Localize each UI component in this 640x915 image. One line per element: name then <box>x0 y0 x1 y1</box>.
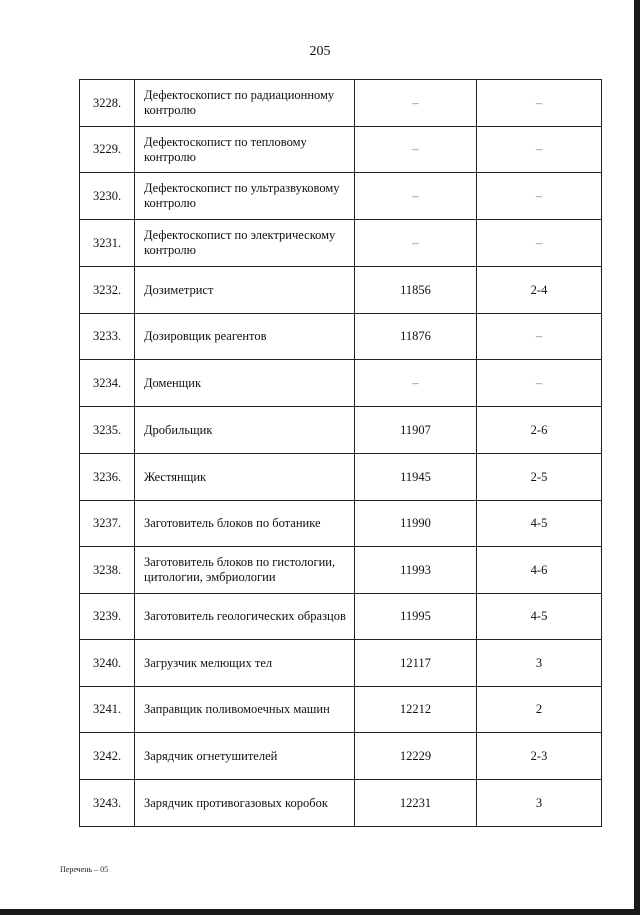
profession-code: 11990 <box>355 501 477 547</box>
grade-range: 4-6 <box>477 547 602 594</box>
profession-name: Дробильщик <box>135 407 355 454</box>
profession-name: Дефектоскопист по тепловому контролю <box>135 127 355 173</box>
profession-code: – <box>355 127 477 173</box>
row-number: 3235. <box>80 407 135 454</box>
row-number: 3241. <box>80 687 135 733</box>
row-number: 3238. <box>80 547 135 594</box>
profession-code: – <box>355 220 477 267</box>
table-row <box>80 173 602 220</box>
profession-code: 11876 <box>355 314 477 360</box>
table-row <box>80 454 602 501</box>
grade-range: 2 <box>477 687 602 733</box>
profession-code: 11993 <box>355 547 477 594</box>
row-number: 3242. <box>80 733 135 780</box>
table-row <box>80 547 602 594</box>
page-number: 205 <box>309 44 331 59</box>
row-number: 3236. <box>80 454 135 501</box>
profession-name: Заправщик поливомоечных машин <box>135 687 355 733</box>
profession-name: Загрузчик мелющих тел <box>135 640 355 687</box>
table-row <box>80 687 602 733</box>
footer-label: Перечень – 05 <box>60 865 109 874</box>
table-row <box>80 267 602 314</box>
row-number: 3233. <box>80 314 135 360</box>
table-row <box>80 780 602 827</box>
grade-range: 4-5 <box>477 594 602 640</box>
grade-range: – <box>477 127 602 173</box>
profession-code: – <box>355 360 477 407</box>
grade-range: 2-6 <box>477 407 602 454</box>
row-number: 3230. <box>80 173 135 220</box>
profession-code: 12229 <box>355 733 477 780</box>
row-number: 3231. <box>80 220 135 267</box>
profession-code: 11907 <box>355 407 477 454</box>
row-number: 3232. <box>80 267 135 314</box>
table-row <box>80 407 602 454</box>
profession-name: Зарядчик противогазовых коробок <box>135 780 355 827</box>
profession-name: Дозировщик реагентов <box>135 314 355 360</box>
profession-name: Заготовитель блоков по гистологии, цитологии, эмбриологии <box>135 547 355 594</box>
profession-name: Заготовитель блоков по ботанике <box>135 501 355 547</box>
profession-code: – <box>355 80 477 127</box>
grade-range: – <box>477 314 602 360</box>
grade-range: 2-4 <box>477 267 602 314</box>
profession-name: Дозиметрист <box>135 267 355 314</box>
profession-name: Дефектоскопист по радиационному контролю <box>135 80 355 127</box>
grade-range: 2-3 <box>477 733 602 780</box>
grade-range: 3 <box>477 780 602 827</box>
row-number: 3239. <box>80 594 135 640</box>
row-number: 3237. <box>80 501 135 547</box>
profession-name: Дефектоскопист по электрическому контролю <box>135 220 355 267</box>
table-row <box>80 360 602 407</box>
table-row <box>80 80 602 127</box>
profession-code: 11995 <box>355 594 477 640</box>
table-row <box>80 314 602 360</box>
row-number: 3228. <box>80 80 135 127</box>
profession-name: Жестянщик <box>135 454 355 501</box>
profession-name: Заготовитель геологических образцов <box>135 594 355 640</box>
table-row <box>80 640 602 687</box>
profession-table <box>79 79 602 827</box>
table-row <box>80 733 602 780</box>
row-number: 3229. <box>80 127 135 173</box>
profession-code: 12212 <box>355 687 477 733</box>
profession-code: 11856 <box>355 267 477 314</box>
table-row <box>80 501 602 547</box>
row-number: 3240. <box>80 640 135 687</box>
table-row <box>80 220 602 267</box>
grade-range: 4-5 <box>477 501 602 547</box>
grade-range: – <box>477 173 602 220</box>
profession-name: Зарядчик огнетушителей <box>135 733 355 780</box>
grade-range: – <box>477 80 602 127</box>
profession-code: – <box>355 173 477 220</box>
grade-range: – <box>477 360 602 407</box>
grade-range: 3 <box>477 640 602 687</box>
profession-code: 12231 <box>355 780 477 827</box>
grade-range: – <box>477 220 602 267</box>
profession-code: 11945 <box>355 454 477 501</box>
row-number: 3234. <box>80 360 135 407</box>
profession-name: Дефектоскопист по ультразвуковому контролю <box>135 173 355 220</box>
row-number: 3243. <box>80 780 135 827</box>
table-row <box>80 594 602 640</box>
profession-code: 12117 <box>355 640 477 687</box>
grade-range: 2-5 <box>477 454 602 501</box>
table-body <box>80 80 602 827</box>
table-row <box>80 127 602 173</box>
profession-name: Доменщик <box>135 360 355 407</box>
